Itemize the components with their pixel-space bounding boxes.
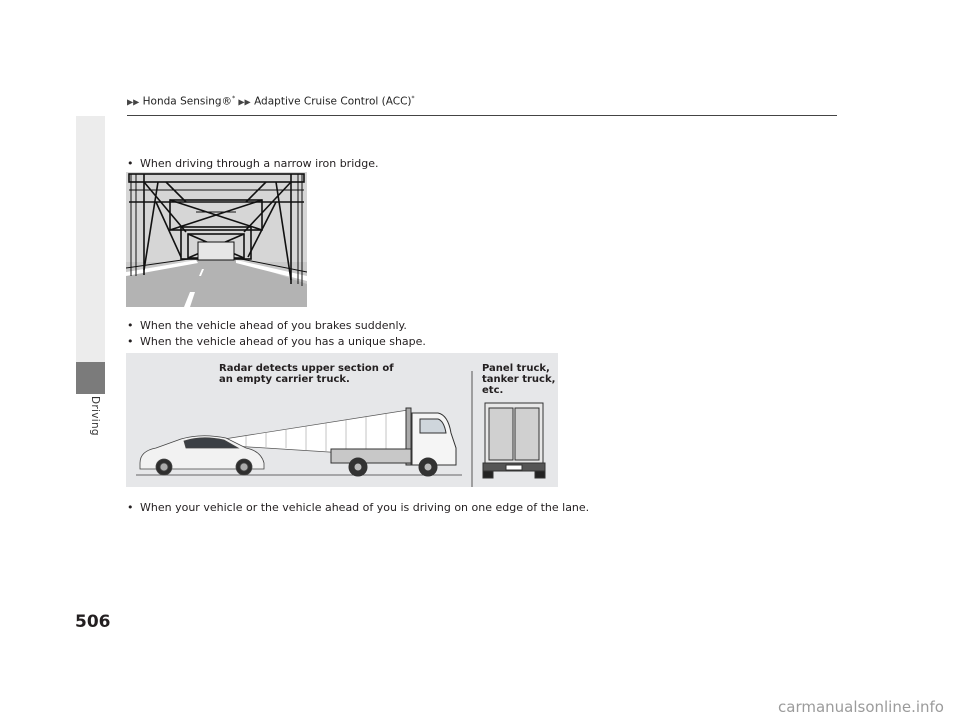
header-rule bbox=[127, 115, 837, 116]
bullet-icon: • bbox=[127, 335, 134, 348]
bullet-item bbox=[127, 157, 379, 170]
bullet-item bbox=[127, 335, 426, 348]
truck-label: Panel truck, tanker truck, etc. bbox=[482, 363, 556, 396]
breadcrumb bbox=[127, 95, 415, 108]
iron-bridge-illustration bbox=[126, 172, 307, 307]
bullet-item bbox=[127, 501, 589, 514]
arrow-icon: ▶▶ bbox=[127, 97, 140, 107]
breadcrumb-item-acc[interactable]: Adaptive Cruise Control (ACC) bbox=[254, 95, 412, 108]
bullet-item bbox=[127, 319, 407, 332]
footnote-mark: * bbox=[411, 95, 415, 102]
bullet-icon: • bbox=[127, 157, 134, 170]
radar-label: Radar detects upper section of an empty carrier truck. bbox=[219, 363, 394, 385]
bullet-text: When driving through a narrow iron bridge. bbox=[140, 157, 379, 170]
section-label: Driving bbox=[89, 396, 101, 436]
bullet-icon: • bbox=[127, 501, 134, 514]
bullet-text: When your vehicle or the vehicle ahead of you is driving on one edge of the lane. bbox=[140, 501, 590, 514]
footnote-mark: * bbox=[232, 95, 236, 102]
bullet-text: When the vehicle ahead of you brakes suddenly. bbox=[140, 319, 407, 332]
breadcrumb-item-honda-sensing[interactable]: Honda Sensing® bbox=[142, 95, 233, 108]
sidebar-tab bbox=[76, 362, 105, 394]
watermark: carmanualsonline.info bbox=[778, 698, 944, 716]
arrow-icon: ▶▶ bbox=[238, 97, 251, 107]
sidebar-line bbox=[76, 116, 105, 362]
page-number: 506 bbox=[75, 612, 111, 632]
bullet-text: When the vehicle ahead of you has a unique shape. bbox=[140, 335, 426, 348]
bullet-icon: • bbox=[127, 319, 134, 332]
